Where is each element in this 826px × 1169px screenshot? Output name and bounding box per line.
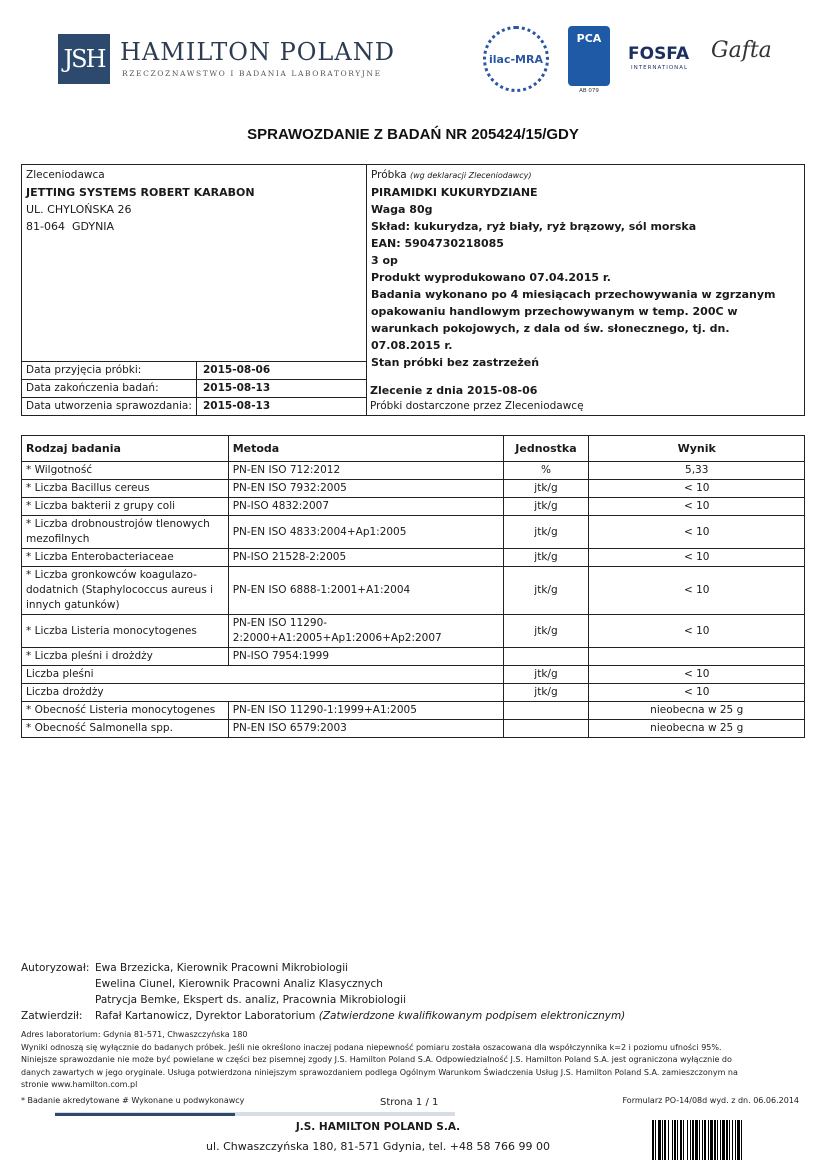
- company-name: HAMILTON POLAND: [120, 38, 395, 66]
- pca-badge-icon: [568, 26, 610, 86]
- header-result: Wynik: [589, 436, 805, 462]
- table-row: [22, 498, 805, 516]
- cell-unit: jtk/g: [503, 615, 589, 648]
- note-line: Wyniki odnoszą się wyłącznie do badanych próbek. Jeśli nie określono inaczej podana niepewność pomiaru została oszacowana dla współczynnika k=2 i poziomu ufności 95%.: [21, 1042, 722, 1052]
- signature-row: [21, 960, 625, 976]
- cell-method: PN-ISO 7954:1999: [228, 648, 503, 666]
- company-tagline: RZECZOZNAWSTWO I BADANIA LABORATORYJNE: [122, 69, 382, 78]
- cell-test: * Obecność Salmonella spp.: [22, 720, 229, 738]
- sample-line: warunkach pokojowych, z dala od św. słonecznego, tj. dn.: [371, 322, 730, 335]
- table-row: [22, 549, 805, 567]
- client-city: 81-064 GDYNIA: [26, 220, 115, 233]
- sample-line: opakowaniu handlowym przechowywanym w temp. 200C w: [371, 305, 738, 318]
- cell-test: * Liczba gronkowców koagulazo-dodatnich (Staphylococcus aureus i innych gatunków): [22, 567, 229, 615]
- sample-label-note: (wg deklaracji Zleceniodawcy): [410, 171, 532, 180]
- table-row: [22, 567, 805, 615]
- date-row: [22, 397, 366, 415]
- notes-block: [21, 1029, 805, 1092]
- approved-person-line: [95, 1008, 625, 1024]
- sample-line: Stan próbki bez zastrzeżeń: [371, 356, 540, 369]
- logo-mark-text: JSH: [63, 45, 105, 73]
- date-value: 2015-08-06: [203, 364, 271, 376]
- dates-block: [22, 361, 366, 415]
- approved-label: Zatwierdził:: [21, 1010, 83, 1022]
- cell-result: < 10: [589, 516, 805, 549]
- table-row: [22, 720, 805, 738]
- cell-test: * Liczba Enterobacteriaceae: [22, 549, 229, 567]
- sample-label: Próbka: [371, 169, 407, 181]
- pca-code: AB 079: [579, 88, 599, 94]
- authorized-person: Ewa Brzezicka, Kierownik Pracowni Mikrobiologii: [95, 962, 349, 974]
- cell-result: < 10: [589, 567, 805, 615]
- results-table: [21, 435, 805, 738]
- authorized-label: Autoryzował:: [21, 962, 90, 974]
- header-unit: Jednostka: [503, 436, 589, 462]
- cell-method: PN-EN ISO 6888-1:2001+A1:2004: [228, 567, 503, 615]
- sample-line: Badania wykonano po 4 miesiącach przechowywania w zgrzanym: [371, 288, 776, 301]
- cell-result: nieobecna w 25 g: [589, 702, 805, 720]
- sample-line: 07.08.2015 r.: [371, 339, 453, 352]
- company-logo-mark: [58, 34, 110, 84]
- client-street: UL. CHYLOŃSKA 26: [26, 203, 132, 216]
- table-header-row: [22, 436, 805, 462]
- cell-result: < 10: [589, 615, 805, 648]
- cell-test: Liczba drożdży: [22, 684, 504, 702]
- table-row: [22, 702, 805, 720]
- cell-unit: jtk/g: [503, 666, 589, 684]
- cell-test: * Wilgotność: [22, 462, 229, 480]
- ilac-mra-badge-icon: [483, 26, 549, 92]
- sample-line: 3 op: [371, 254, 398, 267]
- sample-block: [371, 167, 801, 371]
- cell-unit: jtk/g: [503, 567, 589, 615]
- footer-company: J.S. HAMILTON POLAND S.A.: [295, 1121, 461, 1133]
- cell-unit: jtk/g: [503, 549, 589, 567]
- sample-label-row: [371, 167, 801, 184]
- cell-unit: [503, 720, 589, 738]
- cell-method: PN-EN ISO 4833:2004+Ap1:2005: [228, 516, 503, 549]
- barcode-bar: [742, 1120, 744, 1160]
- table-row: [22, 648, 805, 666]
- cell-unit: %: [503, 462, 589, 480]
- sample-line: PIRAMIDKI KUKURYDZIANE: [371, 186, 538, 199]
- sample-delivered: Próbki dostarczone przez Zleceniodawcę: [370, 400, 584, 412]
- cell-test: * Liczba bakterii z grupy coli: [22, 498, 229, 516]
- gafta-logo: Gafta: [711, 38, 772, 63]
- cell-method: PN-EN ISO 712:2012: [228, 462, 503, 480]
- table-row: [22, 684, 805, 702]
- signatures-block: [21, 960, 625, 1024]
- order-date: Zlecenie z dnia 2015-08-06: [370, 384, 538, 397]
- cell-test: * Liczba Listeria monocytogenes: [22, 615, 229, 648]
- cell-test: * Obecność Listeria monocytogenes: [22, 702, 229, 720]
- sample-line: Waga 80g: [371, 203, 433, 216]
- date-row: [22, 379, 366, 397]
- info-divider: [366, 165, 367, 415]
- client-name: JETTING SYSTEMS ROBERT KARABON: [26, 186, 255, 199]
- sample-line: EAN: 5904730218085: [371, 237, 504, 250]
- cell-result: < 10: [589, 549, 805, 567]
- cell-result: [589, 648, 805, 666]
- signature-row: [21, 976, 625, 992]
- form-number: Formularz PO-14/08d wyd. z dn. 06.06.2014: [622, 1096, 799, 1105]
- header-method: Metoda: [228, 436, 503, 462]
- info-box: [21, 164, 805, 416]
- spacer: [21, 992, 95, 1008]
- date-label: Data zakończenia badań:: [22, 380, 197, 397]
- cell-unit: jtk/g: [503, 498, 589, 516]
- cell-unit: jtk/g: [503, 480, 589, 498]
- signature-row: [21, 992, 625, 1008]
- footer-rule-accent: [55, 1113, 235, 1116]
- cell-unit: [503, 702, 589, 720]
- spacer: [21, 976, 95, 992]
- ilac-label: ilac-MRA: [489, 52, 543, 66]
- authorized-person: Patrycja Bemke, Ekspert ds. analiz, Pracownia Mikrobiologii: [95, 994, 407, 1006]
- cell-unit: jtk/g: [503, 516, 589, 549]
- header-test: Rodzaj badania: [22, 436, 229, 462]
- cell-result: < 10: [589, 684, 805, 702]
- cell-unit: [503, 648, 589, 666]
- table-row: [22, 615, 805, 648]
- cell-result: 5,33: [589, 462, 805, 480]
- page-number: Strona 1 / 1: [380, 1097, 439, 1108]
- sample-line: Produkt wyprodukowano 07.04.2015 r.: [371, 271, 611, 284]
- cell-method: PN-ISO 4832:2007: [228, 498, 503, 516]
- note-line: stronie www.hamilton.com.pl: [21, 1080, 138, 1089]
- cell-method: PN-ISO 21528-2:2005: [228, 549, 503, 567]
- date-value: 2015-08-13: [203, 382, 271, 394]
- report-title: SPRAWOZDANIE Z BADAŃ NR 205424/15/GDY: [247, 126, 579, 143]
- cell-result: < 10: [589, 498, 805, 516]
- date-value: 2015-08-13: [203, 400, 271, 412]
- table-row: [22, 516, 805, 549]
- lab-address: Adres laboratorium: Gdynia 81-571, Chwaszczyńska 180: [21, 1030, 248, 1039]
- cell-result: < 10: [589, 480, 805, 498]
- date-label: Data utworzenia sprawozdania:: [22, 398, 197, 415]
- cell-method: PN-EN ISO 11290-2:2000+A1:2005+Ap1:2006+Ap2:2007: [228, 615, 503, 648]
- fosfa-logo: FOSFA: [628, 44, 690, 64]
- footer-address: ul. Chwaszczyńska 180, 81-571 Gdynia, tel. +48 58 766 99 00: [206, 1140, 550, 1153]
- client-label: Zleceniodawca: [26, 169, 105, 181]
- date-row: [22, 361, 366, 379]
- client-block: [26, 167, 362, 235]
- sample-line: Skład: kukurydza, ryż biały, ryż brązowy, sól morska: [371, 220, 697, 233]
- note-line: Niniejsze sprawozdanie nie może być powielane w części bez pisemnej zgody J.S. Hamilton Poland S.A. Odpowiedzialność J.S. Hamilton Poland S.A. jest ograniczona wyłącznie do: [21, 1055, 732, 1064]
- cell-result: nieobecna w 25 g: [589, 720, 805, 738]
- fosfa-sub: INTERNATIONAL: [631, 65, 689, 71]
- cell-test: * Liczba drobnoustrojów tlenowych mezofilnych: [22, 516, 229, 549]
- cell-test: Liczba pleśni: [22, 666, 504, 684]
- cell-method: PN-EN ISO 6579:2003: [228, 720, 503, 738]
- table-row: [22, 666, 805, 684]
- legend: * Badanie akredytowane # Wykonane u podwykonawcy: [21, 1096, 245, 1105]
- barcode-icon: [652, 1120, 804, 1160]
- note-line: danych zawartych w jego oryginale. Usługa potwierdzona niniejszym sprawozdaniem podlega Ogólnym Warunkom Świadczenia Usług J.S. Hamilton Poland S.A. zamieszczonym na: [21, 1067, 738, 1077]
- table-row: [22, 462, 805, 480]
- cell-result: < 10: [589, 666, 805, 684]
- table-row: [22, 480, 805, 498]
- cell-test: * Liczba Bacillus cereus: [22, 480, 229, 498]
- approved-person: Rafał Kartanowicz, Dyrektor Laboratorium: [95, 1010, 316, 1022]
- cell-method: PN-EN ISO 7932:2005: [228, 480, 503, 498]
- date-label: Data przyjęcia próbki:: [22, 362, 197, 379]
- approved-note: (Zatwierdzone kwalifikowanym podpisem elektronicznym): [318, 1010, 626, 1022]
- cell-test: * Liczba pleśni i drożdży: [22, 648, 229, 666]
- cell-method: PN-EN ISO 11290-1:1999+A1:2005: [228, 702, 503, 720]
- signature-row: [21, 1008, 625, 1024]
- pca-label: PCA: [576, 32, 602, 45]
- cell-unit: jtk/g: [503, 684, 589, 702]
- authorized-person: Ewelina Ciunel, Kierownik Pracowni Analiz Klasycznych: [95, 978, 383, 990]
